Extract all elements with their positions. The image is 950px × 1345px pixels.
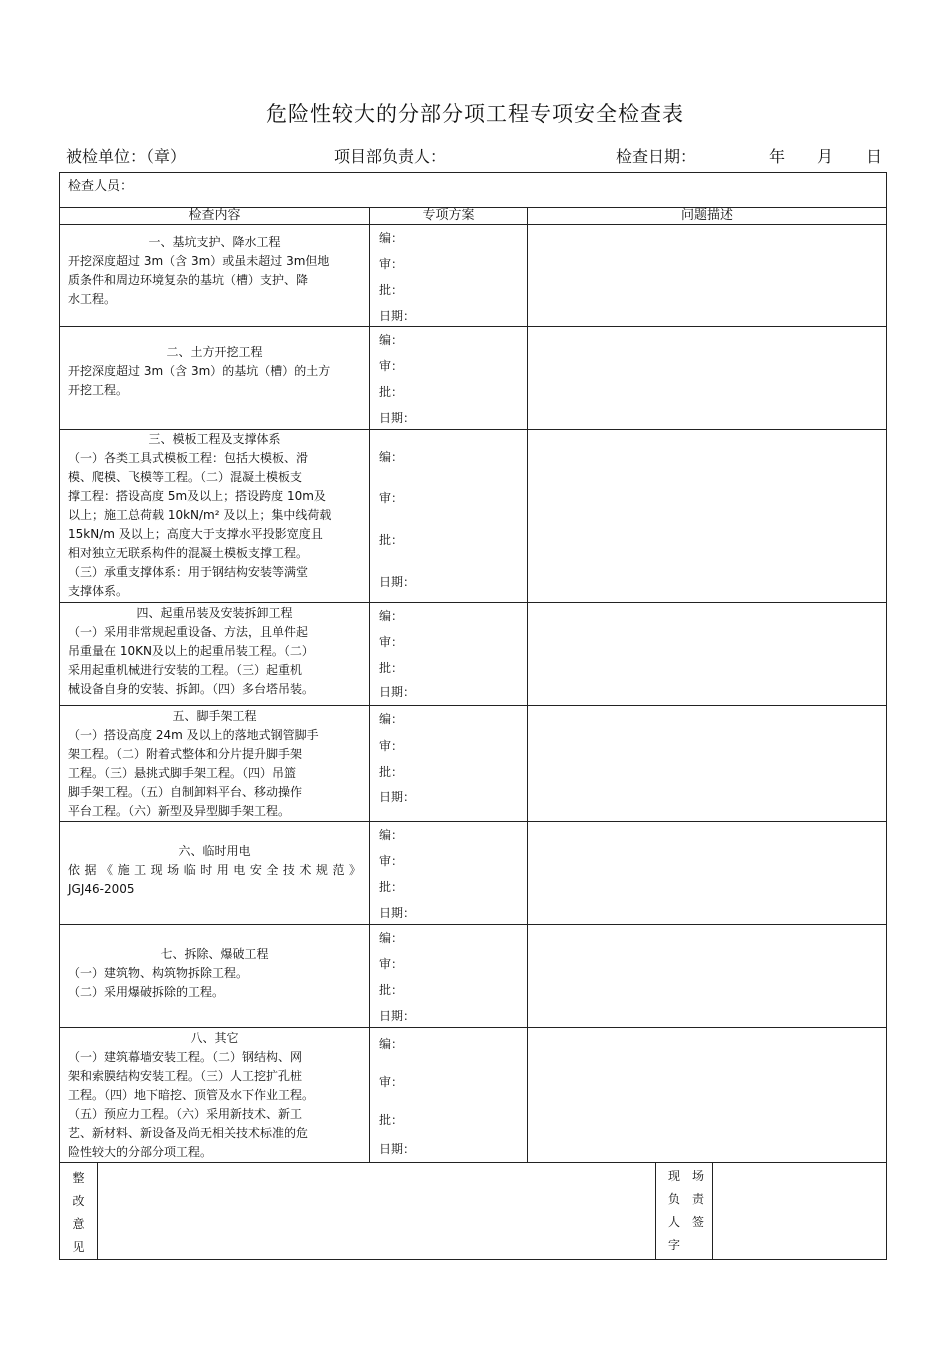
plan-label: 批：	[379, 385, 404, 399]
section-text-line: 支撑体系。	[68, 584, 129, 598]
plan-label: 编：	[379, 609, 404, 623]
plan-label: 审：	[379, 491, 404, 505]
plan-label: 编：	[379, 450, 404, 464]
plan-label: 批：	[379, 283, 404, 297]
rectification-label-char: 见	[72, 1240, 85, 1254]
section-text-line: 架和索膜结构安装工程。（三）人工挖扩孔桩	[68, 1069, 303, 1083]
section-heading: 三、模板工程及支撑体系	[148, 432, 281, 446]
plan-label: 编：	[379, 931, 404, 945]
rectification-label-char: 改	[72, 1194, 85, 1208]
section-content-cell	[60, 225, 370, 327]
section-text-line: 险性较大的分部分项工程。	[68, 1145, 213, 1159]
rectification-opinion-cell[interactable]	[98, 1163, 656, 1260]
section-text-line: （一）搭设高度 24m 及以上的落地式钢管脚手	[68, 728, 319, 742]
section-row	[60, 1028, 887, 1163]
section-heading: 七、拆除、爆破工程	[160, 947, 269, 961]
section-heading: 一、基坑支护、降水工程	[148, 235, 281, 249]
date-year-label: 年	[769, 147, 786, 166]
section-heading: 六、临时用电	[178, 844, 251, 858]
plan-label: 日期：	[379, 685, 416, 699]
section-heading: 四、起重吊装及安装拆卸工程	[136, 606, 293, 620]
plan-label: 审：	[379, 957, 404, 971]
inspectors-cell[interactable]	[60, 173, 887, 208]
section-heading: 八、其它	[190, 1031, 239, 1045]
section-text-line: （二）采用爆破拆除的工程。	[68, 985, 225, 999]
signature-label-char: 签	[691, 1215, 704, 1229]
plan-label: 日期：	[379, 1009, 416, 1023]
plan-label: 批：	[379, 661, 404, 675]
footer-row	[60, 1163, 887, 1260]
plan-cell[interactable]	[370, 822, 528, 925]
column-header-row	[60, 208, 887, 225]
page-title: 危险性较大的分部分项工程专项安全检查表	[266, 102, 684, 126]
section-text-line: 脚手架工程。（五）自制卸料平台、移动操作	[68, 785, 303, 799]
section-content-cell	[60, 706, 370, 822]
plan-label: 审：	[379, 1075, 404, 1089]
section-text-line: 工程。（四）地下暗挖、顶管及水下作业工程。	[68, 1088, 315, 1102]
section-row	[60, 225, 887, 327]
plan-label: 批：	[379, 1113, 404, 1127]
section-text-line: 质条件和周边环境复杂的基坑（槽）支护、降	[68, 273, 309, 287]
date-day-label: 日	[866, 147, 883, 166]
plan-label: 批：	[379, 983, 404, 997]
section-text-line: 工程。（三）悬挑式脚手架工程。（四）吊篮	[68, 766, 297, 780]
signature-label-char: 人	[668, 1215, 681, 1229]
plan-label: 日期：	[379, 906, 416, 920]
section-content-cell	[60, 925, 370, 1028]
section-text-line: 开挖深度超过 3m（含 3m）的基坑（槽）的土方	[68, 364, 331, 378]
issue-description-cell[interactable]	[528, 603, 887, 706]
section-text-line: 相对独立无联系构件的混凝土模板支撑工程。	[68, 546, 309, 560]
signature-label-char: 负	[668, 1192, 681, 1206]
rectification-label-char: 整	[72, 1171, 85, 1185]
section-text-line: JGJ46-2005	[68, 882, 135, 896]
column-header-plan: 专项方案	[370, 208, 528, 225]
section-row	[60, 706, 887, 822]
section-text-line: （一）建筑幕墙安装工程。（二）钢结构、网	[68, 1050, 303, 1064]
section-text-line: 水工程。	[68, 292, 117, 306]
plan-label: 批：	[379, 533, 404, 547]
column-header-issues: 问题描述	[528, 208, 887, 225]
section-heading: 二、土方开挖工程	[166, 345, 263, 359]
section-content-cell	[60, 327, 370, 430]
section-text-line: （五）预应力工程。（六）采用新技术、新工	[68, 1107, 303, 1121]
section-text-line: 艺、新材料、新设备及尚无相关技术标准的危	[68, 1126, 309, 1140]
section-text-line: 以上；施工总荷载 10kN/m² 及以上；集中线荷载	[68, 508, 332, 522]
issue-description-cell[interactable]	[528, 430, 887, 603]
plan-label: 审：	[379, 635, 404, 649]
issue-description-cell[interactable]	[528, 1028, 887, 1163]
plan-label: 日期：	[379, 575, 416, 589]
plan-label: 日期：	[379, 309, 416, 323]
section-text-line: （三）承重支撑体系：用于钢结构安装等满堂	[68, 565, 309, 579]
plan-label: 日期：	[379, 411, 416, 425]
section-content-cell	[60, 430, 370, 603]
section-row	[60, 925, 887, 1028]
signature-label-char: 场	[691, 1169, 704, 1183]
issue-description-cell[interactable]	[528, 327, 887, 430]
plan-label: 审：	[379, 854, 404, 868]
plan-cell[interactable]	[370, 430, 528, 603]
section-text-line: （一）各类工具式模板工程：包括大模板、滑	[68, 451, 309, 465]
issue-description-cell[interactable]	[528, 925, 887, 1028]
section-text-line: 撑工程：搭设高度 5m及以上；搭设跨度 10m及	[68, 489, 326, 503]
project-manager-label: 项目部负责人：	[334, 147, 447, 166]
plan-label: 编：	[379, 333, 404, 347]
section-row	[60, 603, 887, 706]
section-text-line: 吊重量在 10KN及以上的起重吊装工程。（二）	[68, 644, 314, 658]
plan-label: 批：	[379, 880, 404, 894]
section-text-line: （一）建筑物、构筑物拆除工程。	[68, 966, 249, 980]
plan-label: 审：	[379, 739, 404, 753]
rectification-label-cell	[60, 1163, 98, 1260]
issue-description-cell[interactable]	[528, 822, 887, 925]
section-text-line: 采用起重机械进行安装的工程。（三）起重机	[68, 663, 303, 677]
section-text-line: 依据《施工现场临时用电安全技术规范》	[68, 863, 361, 877]
plan-label: 编：	[379, 1037, 404, 1051]
plan-cell[interactable]	[370, 327, 528, 430]
plan-cell[interactable]	[370, 603, 528, 706]
plan-label: 审：	[379, 257, 404, 271]
plan-label: 审：	[379, 359, 404, 373]
plan-label: 编：	[379, 712, 404, 726]
section-text-line: 15kN/m 及以上；高度大于支撑水平投影宽度且	[68, 527, 323, 541]
section-row	[60, 430, 887, 603]
issue-description-cell[interactable]	[528, 706, 887, 822]
section-row	[60, 822, 887, 925]
site-manager-signature-cell[interactable]	[713, 1163, 887, 1260]
section-heading: 五、脚手架工程	[172, 709, 257, 723]
section-text-line: 架工程。（二）附着式整体和分片提升脚手架	[68, 747, 303, 761]
date-month-label: 月	[817, 147, 834, 166]
plan-label: 编：	[379, 231, 404, 245]
inspection-table	[59, 172, 887, 1260]
plan-label: 日期：	[379, 1142, 416, 1156]
rectification-label-char: 意	[72, 1217, 85, 1231]
issue-description-cell[interactable]	[528, 225, 887, 327]
signature-label-char: 现	[668, 1169, 681, 1183]
signature-label-char: 字	[668, 1238, 681, 1252]
column-header-content: 检查内容	[60, 208, 370, 225]
plan-cell[interactable]	[370, 706, 528, 822]
plan-label: 日期：	[379, 790, 416, 804]
section-content-cell	[60, 822, 370, 925]
inspectors-label: 检查人员：	[68, 179, 134, 194]
plan-label: 批：	[379, 765, 404, 779]
plan-cell[interactable]	[370, 225, 528, 327]
section-text-line: 械设备自身的安装、拆卸。（四）多台塔吊装。	[68, 682, 315, 696]
section-content-cell	[60, 1028, 370, 1163]
plan-label: 编：	[379, 828, 404, 842]
section-content-cell	[60, 603, 370, 706]
section-text-line: 模、爬模、飞模等工程。（二）混凝土模板支	[68, 470, 303, 484]
signature-label-char: 责	[691, 1192, 704, 1206]
section-text-line: 开挖深度超过 3m（含 3m）或虽未超过 3m但地	[68, 254, 330, 268]
section-text-line: （一）采用非常规起重设备、方法，且单件起	[68, 625, 309, 639]
plan-cell[interactable]	[370, 925, 528, 1028]
inspection-date-label: 检查日期：	[616, 147, 697, 166]
site-manager-signature-label-cell	[656, 1163, 713, 1260]
section-row	[60, 327, 887, 430]
inspected-unit-label: 被检单位：（章）	[66, 147, 187, 166]
section-text-line: 开挖工程。	[68, 383, 129, 397]
plan-cell[interactable]	[370, 1028, 528, 1163]
section-text-line: 平台工程。（六）新型及异型脚手架工程。	[68, 804, 291, 818]
